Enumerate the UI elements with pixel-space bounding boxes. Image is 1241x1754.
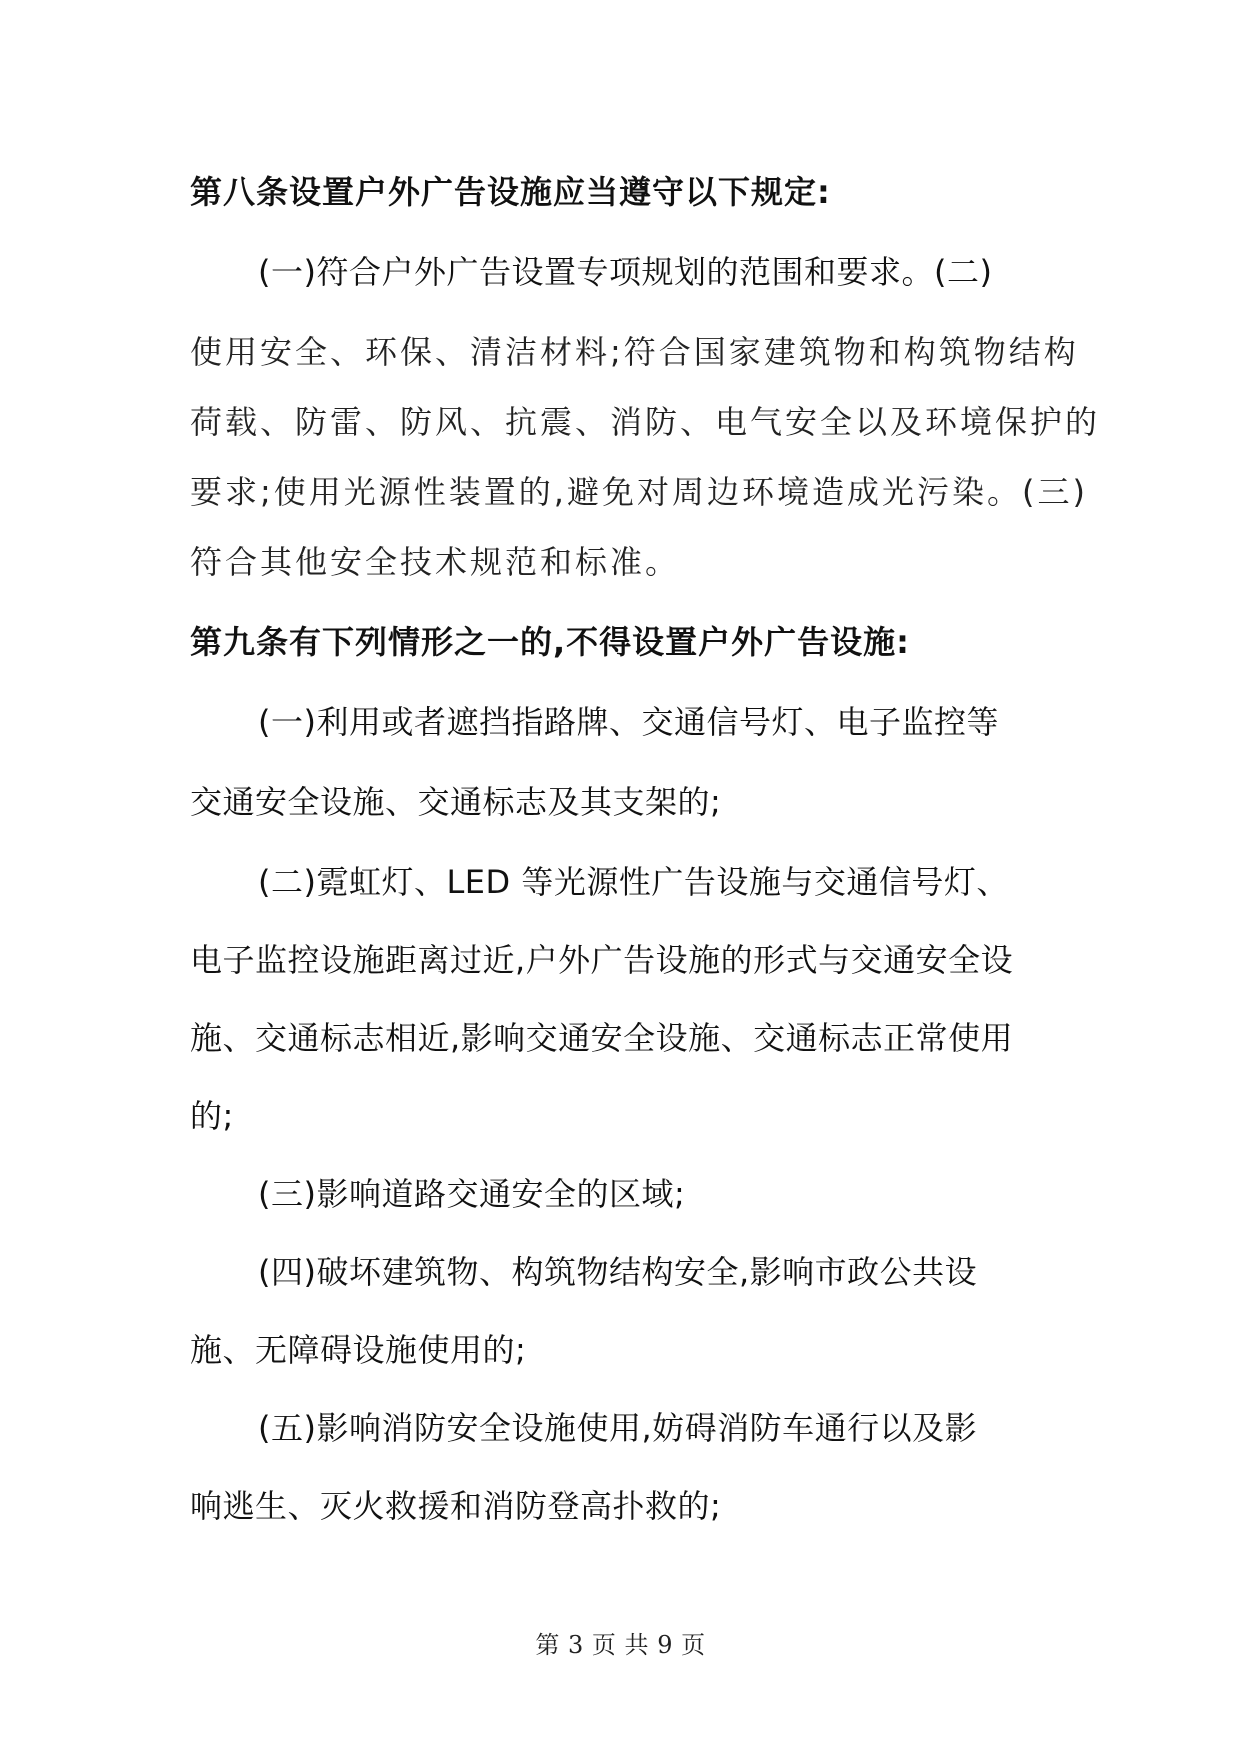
paragraph-line: (二)霓虹灯、LED 等光源性广告设施与交通信号灯、: [258, 863, 1009, 901]
paragraph-line: 要求;使用光源性装置的,避免对周边环境造成光污染。(三): [190, 473, 1088, 511]
page-number-footer: 第 3 页 共 9 页: [535, 1631, 706, 1659]
paragraph-line: (四)破坏建筑物、构筑物结构安全,影响市政公共设: [258, 1253, 978, 1291]
paragraph-line: 的;: [190, 1097, 234, 1135]
paragraph-line: 使用安全、环保、清洁材料;符合国家建筑物和构筑物结构: [190, 333, 1079, 371]
paragraph-line: 电子监控设施距离过近,户外广告设施的形式与交通安全设: [190, 941, 1014, 979]
article-8-heading: 第八条设置户外广告设施应当遵守以下规定:: [190, 173, 831, 211]
paragraph-line: (五)影响消防安全设施使用,妨碍消防车通行以及影: [258, 1409, 978, 1447]
paragraph-line: 施、交通标志相近,影响交通安全设施、交通标志正常使用: [190, 1019, 1014, 1057]
paragraph-line: (三)影响道路交通安全的区域;: [258, 1175, 686, 1213]
article-9-heading: 第九条有下列情形之一的,不得设置户外广告设施:: [190, 623, 910, 661]
paragraph-line: 交通安全设施、交通标志及其支架的;: [190, 783, 722, 821]
paragraph-line: (一)利用或者遮挡指路牌、交通信号灯、电子监控等: [258, 703, 999, 741]
paragraph-line: 施、无障碍设施使用的;: [190, 1331, 527, 1369]
paragraph-line: 荷载、防雷、防风、抗震、消防、电气安全以及环境保护的: [190, 403, 1101, 441]
paragraph-line: (一)符合户外广告设置专项规划的范围和要求。(二): [258, 253, 993, 291]
paragraph-line: 符合其他安全技术规范和标准。: [190, 543, 681, 581]
paragraph-line: 响逃生、灭火救援和消防登高扑救的;: [190, 1487, 722, 1525]
